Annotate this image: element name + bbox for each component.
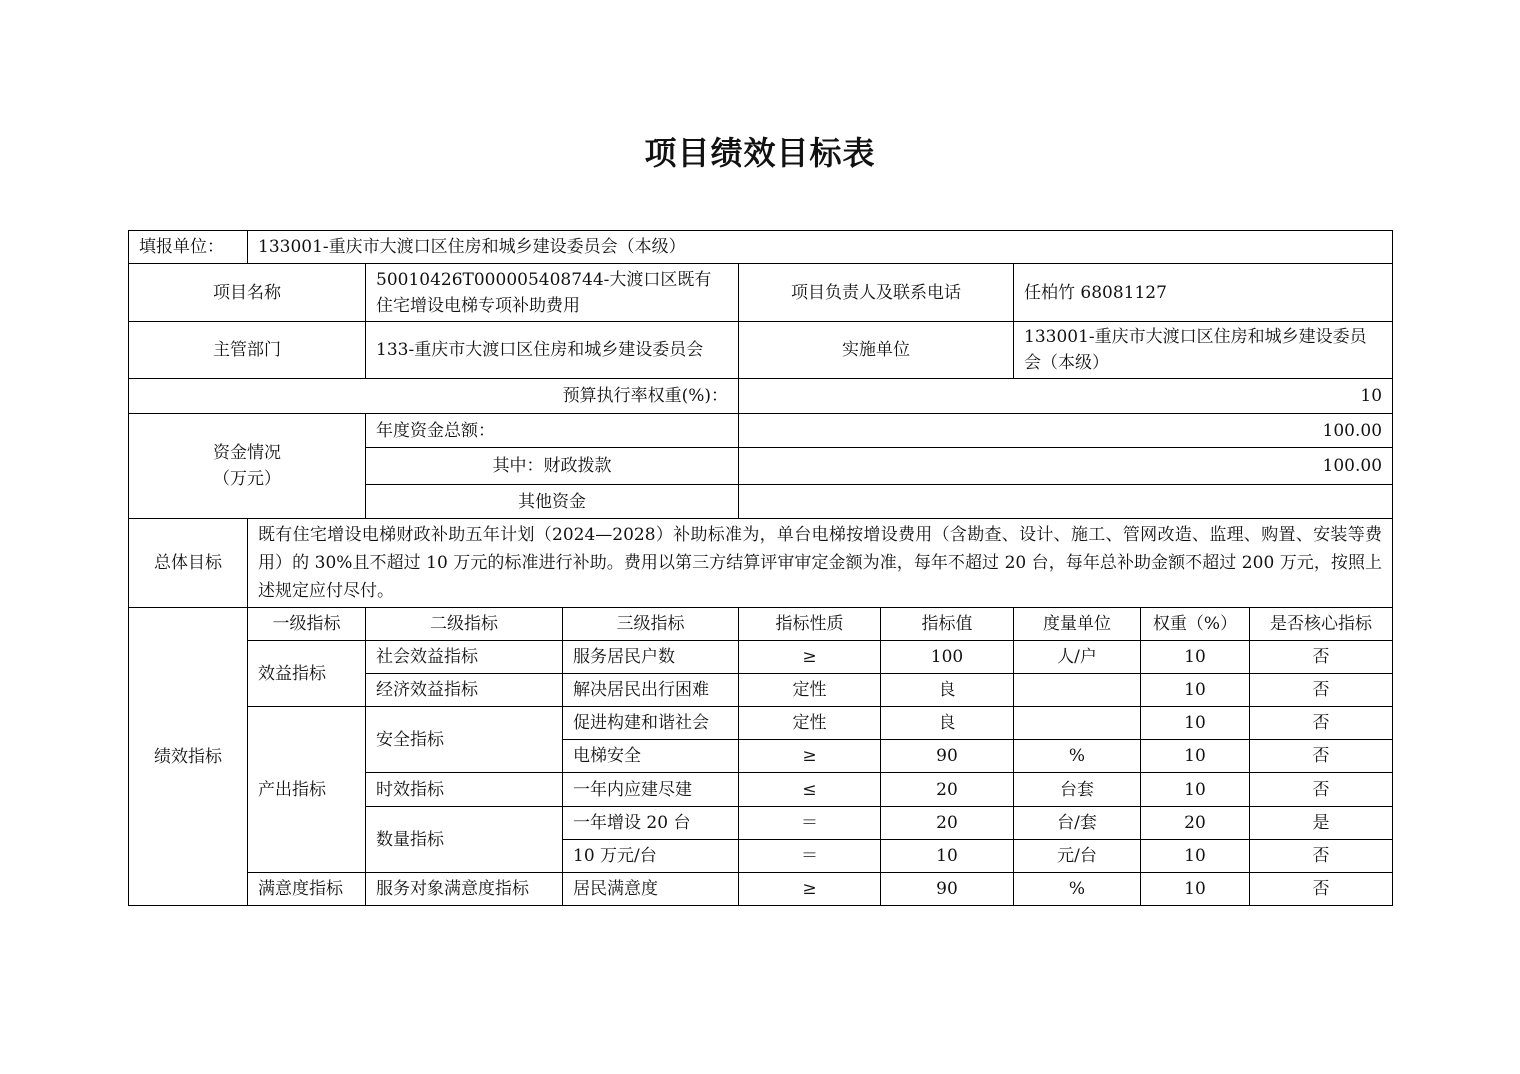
value-cell: 良 bbox=[881, 707, 1014, 740]
level2-timeliness: 时效指标 bbox=[366, 773, 563, 807]
level1-output: 产出指标 bbox=[248, 707, 366, 873]
unit-cell: 人/户 bbox=[1014, 641, 1141, 674]
funds-other-value bbox=[739, 485, 1393, 519]
unit-cell bbox=[1014, 674, 1141, 707]
core-cell: 否 bbox=[1250, 707, 1393, 740]
unit-cell: 元/台 bbox=[1014, 840, 1141, 873]
funds-total-value: 100.00 bbox=[739, 414, 1393, 448]
goal-label: 总体目标 bbox=[129, 519, 248, 608]
unit-cell: 台套 bbox=[1014, 773, 1141, 807]
value-cell: 10 bbox=[881, 840, 1014, 873]
value-cell: 20 bbox=[881, 773, 1014, 807]
level2-safety: 安全指标 bbox=[366, 707, 563, 773]
weight-cell: 10 bbox=[1141, 840, 1250, 873]
header-weight: 权重（%） bbox=[1141, 608, 1250, 641]
core-cell: 否 bbox=[1250, 674, 1393, 707]
level3-cell: 一年增设 20 台 bbox=[563, 807, 739, 840]
core-cell: 否 bbox=[1250, 740, 1393, 773]
weight-cell: 10 bbox=[1141, 740, 1250, 773]
nature-cell: 定性 bbox=[739, 707, 881, 740]
value-cell: 良 bbox=[881, 674, 1014, 707]
funds-other-label: 其他资金 bbox=[366, 485, 739, 519]
core-cell: 否 bbox=[1250, 840, 1393, 873]
level2-quantity: 数量指标 bbox=[366, 807, 563, 873]
funds-label bbox=[129, 414, 366, 519]
core-cell: 是 bbox=[1250, 807, 1393, 840]
unit-cell bbox=[1014, 707, 1141, 740]
indicator-header-row bbox=[129, 608, 1393, 641]
project-name-value: 50010426T000005408744-大渡口区既有住宅增设电梯专项补助费用 bbox=[366, 264, 739, 322]
table-row bbox=[129, 641, 1393, 674]
header-level2: 二级指标 bbox=[366, 608, 563, 641]
nature-cell: ＝ bbox=[739, 840, 881, 873]
department-label: 主管部门 bbox=[129, 322, 366, 379]
weight-cell: 10 bbox=[1141, 773, 1250, 807]
nature-cell: ≥ bbox=[739, 873, 881, 906]
budget-rate-label: 预算执行率权重(%)： bbox=[129, 379, 739, 414]
level3-cell: 促进构建和谐社会 bbox=[563, 707, 739, 740]
level3-cell: 服务居民户数 bbox=[563, 641, 739, 674]
core-cell: 否 bbox=[1250, 641, 1393, 674]
level2-social: 社会效益指标 bbox=[366, 641, 563, 674]
unit-cell: % bbox=[1014, 740, 1141, 773]
nature-cell: ≥ bbox=[739, 641, 881, 674]
header-nature: 指标性质 bbox=[739, 608, 881, 641]
value-cell: 100 bbox=[881, 641, 1014, 674]
contact-value: 任柏竹 68081127 bbox=[1014, 264, 1393, 322]
project-name-label: 项目名称 bbox=[129, 264, 366, 322]
value-cell: 90 bbox=[881, 740, 1014, 773]
weight-cell: 10 bbox=[1141, 674, 1250, 707]
nature-cell: ≤ bbox=[739, 773, 881, 807]
project-name-row bbox=[129, 264, 1393, 322]
page-title: 项目绩效目标表 bbox=[644, 134, 876, 172]
department-row bbox=[129, 322, 1393, 379]
unit-row bbox=[129, 231, 1393, 264]
weight-cell: 20 bbox=[1141, 807, 1250, 840]
level3-cell: 电梯安全 bbox=[563, 740, 739, 773]
level3-cell: 10 万元/台 bbox=[563, 840, 739, 873]
nature-cell: ≥ bbox=[739, 740, 881, 773]
funds-label-line2: （万元） bbox=[213, 469, 281, 489]
level2-service-satisfaction: 服务对象满意度指标 bbox=[366, 873, 563, 906]
budget-rate-value: 10 bbox=[739, 379, 1393, 414]
goal-text: 既有住宅增设电梯财政补助五年计划（2024—2028）补助标准为，单台电梯按增设费用（含勘查、设计、施工、管网改造、监理、购置、安装等费用）的 30%且不超过 10 万元的标准进行补助。费用以第三方结算评审审定金额为准，每年不超过 20 台，每年总补助金额不超过 200 万元，按照上述规定应付尽付。 bbox=[248, 519, 1393, 608]
unit-value: 133001-重庆市大渡口区住房和城乡建设委员会（本级） bbox=[248, 231, 1393, 264]
unit-cell: % bbox=[1014, 873, 1141, 906]
goal-row bbox=[129, 519, 1393, 608]
core-cell: 否 bbox=[1250, 873, 1393, 906]
funds-label-line1: 资金情况 bbox=[213, 443, 281, 463]
funds-total-row bbox=[129, 414, 1393, 448]
core-cell: 否 bbox=[1250, 773, 1393, 807]
level2-economic: 经济效益指标 bbox=[366, 674, 563, 707]
level3-cell: 一年内应建尽建 bbox=[563, 773, 739, 807]
level1-satisfaction: 满意度指标 bbox=[248, 873, 366, 906]
nature-cell: 定性 bbox=[739, 674, 881, 707]
nature-cell: ＝ bbox=[739, 807, 881, 840]
unit-cell: 台/套 bbox=[1014, 807, 1141, 840]
level1-benefit: 效益指标 bbox=[248, 641, 366, 707]
department-value: 133-重庆市大渡口区住房和城乡建设委员会 bbox=[366, 322, 739, 379]
funds-total-label: 年度资金总额： bbox=[366, 414, 739, 448]
value-cell: 20 bbox=[881, 807, 1014, 840]
header-level3: 三级指标 bbox=[563, 608, 739, 641]
weight-cell: 10 bbox=[1141, 641, 1250, 674]
implementing-unit-value: 133001-重庆市大渡口区住房和城乡建设委员会（本级） bbox=[1014, 322, 1393, 379]
level3-cell: 居民满意度 bbox=[563, 873, 739, 906]
value-cell: 90 bbox=[881, 873, 1014, 906]
contact-label: 项目负责人及联系电话 bbox=[739, 264, 1014, 322]
performance-table bbox=[128, 230, 1393, 906]
table-row bbox=[129, 707, 1393, 740]
header-core: 是否核心指标 bbox=[1250, 608, 1393, 641]
funds-fiscal-label: 其中：财政拨款 bbox=[366, 448, 739, 485]
budget-rate-row bbox=[129, 379, 1393, 414]
header-value: 指标值 bbox=[881, 608, 1014, 641]
implementing-unit-label: 实施单位 bbox=[739, 322, 1014, 379]
weight-cell: 10 bbox=[1141, 707, 1250, 740]
level3-cell: 解决居民出行困难 bbox=[563, 674, 739, 707]
funds-fiscal-value: 100.00 bbox=[739, 448, 1393, 485]
table-row bbox=[129, 873, 1393, 906]
header-unit: 度量单位 bbox=[1014, 608, 1141, 641]
indicator-section-label: 绩效指标 bbox=[129, 608, 248, 906]
weight-cell: 10 bbox=[1141, 873, 1250, 906]
header-level1: 一级指标 bbox=[248, 608, 366, 641]
unit-label: 填报单位： bbox=[129, 231, 248, 264]
